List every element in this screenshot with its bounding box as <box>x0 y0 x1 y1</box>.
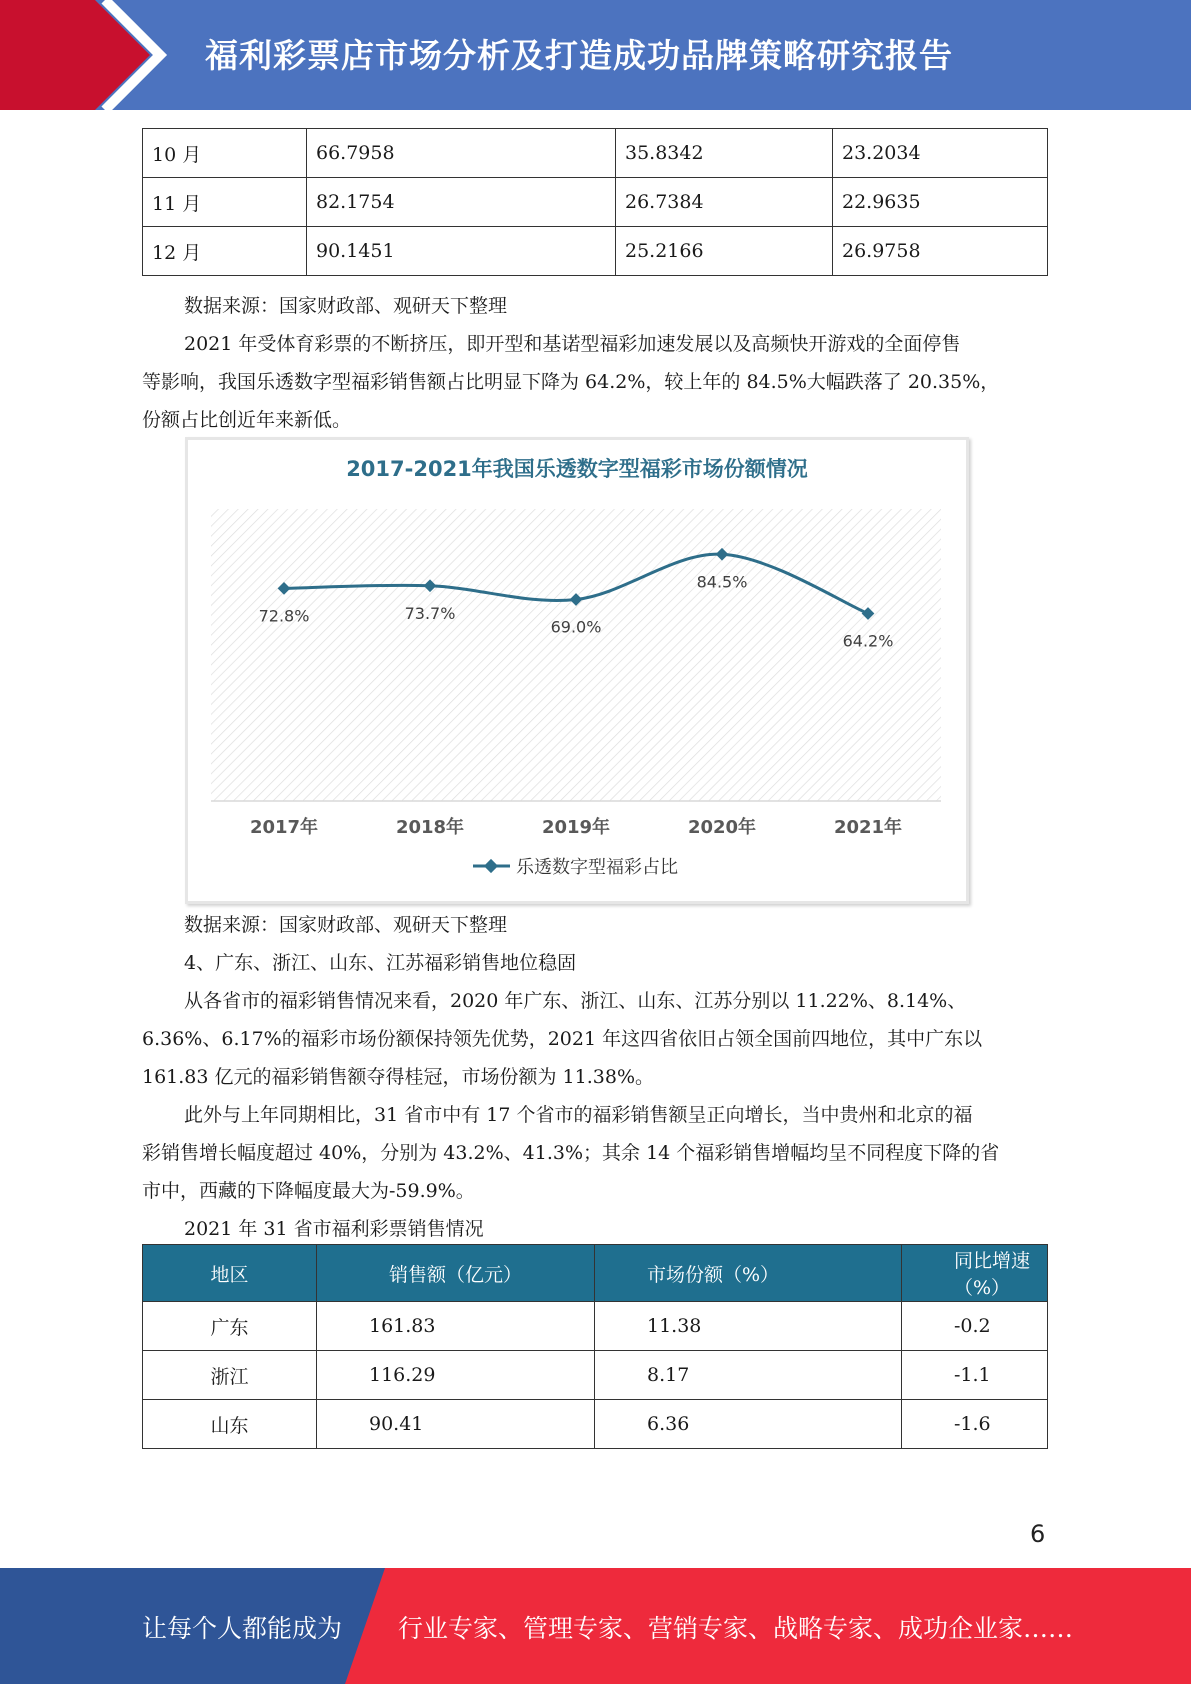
table-cell: 12 月 <box>143 227 307 276</box>
table-cell: 6.36 <box>595 1400 902 1449</box>
column-header: 销售额（亿元） <box>317 1245 595 1302</box>
table-cell: 23.2034 <box>833 129 1048 178</box>
paragraph-line: 6.36%、6.17%的福彩市场份额保持领先优势，2021 年这四省依旧占领全国前四地位，其中广东以 <box>142 1028 983 1050</box>
table-cell: 26.9758 <box>833 227 1048 276</box>
chart-legend <box>473 857 678 878</box>
table-cell: 26.7384 <box>616 178 833 227</box>
paragraph-line: 等影响，我国乐透数字型福彩销售额占比明显下降为 64.2%，较上年的 84.5%大幅跌落了 20.35%， <box>142 371 1000 393</box>
x-tick-label: 2021年 <box>833 817 903 838</box>
table-cell: 11 月 <box>143 178 307 227</box>
page-number: 6 <box>1030 1520 1046 1548</box>
table-row <box>143 1400 1048 1449</box>
column-header: 市场份额（%） <box>595 1245 902 1302</box>
paragraph-line: 市中，西藏的下降幅度最大为-59.9%。 <box>142 1180 475 1202</box>
data-label: 69.0% <box>550 617 602 637</box>
data-source-note: 数据来源：国家财政部、观研天下整理 <box>184 295 508 317</box>
x-tick-label: 2018年 <box>395 817 465 838</box>
table-row <box>143 1302 1048 1351</box>
paragraph-line: 161.83 亿元的福彩销售额夺得桂冠，市场份额为 11.38%。 <box>142 1066 655 1088</box>
market-share-chart <box>185 437 969 904</box>
x-tick-label: 2020年 <box>687 817 757 838</box>
table-cell: 11.38 <box>595 1302 902 1351</box>
monthly-sales-table <box>142 128 1048 276</box>
table-cell: 90.1451 <box>307 227 616 276</box>
table-cell: 浙江 <box>143 1351 317 1400</box>
table-cell: 66.7958 <box>307 129 616 178</box>
table-cell: 35.8342 <box>616 129 833 178</box>
table-row <box>143 129 1048 178</box>
table-cell: 25.2166 <box>616 227 833 276</box>
x-tick-label: 2019年 <box>541 817 611 838</box>
table-row <box>143 227 1048 276</box>
table-cell: -1.6 <box>902 1400 1048 1449</box>
table-cell: 161.83 <box>317 1302 595 1351</box>
table-cell: 广东 <box>143 1302 317 1351</box>
table-cell: 山东 <box>143 1400 317 1449</box>
report-header <box>0 0 1191 110</box>
table-cell: -0.2 <box>902 1302 1048 1351</box>
table-cell: 116.29 <box>317 1351 595 1400</box>
chart-svg <box>188 440 966 901</box>
table-header-row <box>143 1245 1048 1302</box>
data-label: 64.2% <box>842 631 894 651</box>
legend-label: 乐透数字型福彩占比 <box>516 857 678 878</box>
table-cell: 90.41 <box>317 1400 595 1449</box>
report-footer <box>0 1568 1191 1684</box>
footer-slogan-right: 行业专家、管理专家、营销专家、战略专家、成功企业家…… <box>398 1614 1074 1643</box>
table-row <box>143 178 1048 227</box>
paragraph-line: 此外与上年同期相比，31 省市中有 17 个省市的福彩销售额呈正向增长，当中贵州和北京的福 <box>184 1104 973 1126</box>
footer-slogan-left: 让每个人都能成为 <box>142 1614 343 1643</box>
column-header: 地区 <box>143 1245 317 1302</box>
table-cell: 82.1754 <box>307 178 616 227</box>
column-header: 同比增速（%） <box>902 1245 1048 1302</box>
paragraph-line: 从各省市的福彩销售情况来看，2020 年广东、浙江、山东、江苏分别以 11.22%、8.14%、 <box>184 990 967 1012</box>
plot-area <box>211 509 941 801</box>
table-row <box>143 1351 1048 1400</box>
table-cell: 10 月 <box>143 129 307 178</box>
paragraph-line: 彩销售增长幅度超过 40%，分别为 43.2%、41.3%；其余 14 个福彩销售增幅均呈不同程度下降的省 <box>142 1142 1000 1164</box>
table-cell: 22.9635 <box>833 178 1048 227</box>
table-cell: 8.17 <box>595 1351 902 1400</box>
province-sales-table <box>142 1244 1048 1449</box>
table-cell: -1.1 <box>902 1351 1048 1400</box>
paragraph-line: 份额占比创近年来新低。 <box>142 409 352 431</box>
section-heading: 4、广东、浙江、山东、江苏福彩销售地位稳固 <box>184 952 577 974</box>
x-tick-label: 2017年 <box>249 817 319 838</box>
data-label: 84.5% <box>696 572 748 592</box>
report-title: 福利彩票店市场分析及打造成功品牌策略研究报告 <box>205 36 953 75</box>
data-source-note: 数据来源：国家财政部、观研天下整理 <box>184 914 508 936</box>
chart-title: 2017-2021年我国乐透数字型福彩市场份额情况 <box>346 457 808 481</box>
data-label: 73.7% <box>404 603 456 623</box>
paragraph-line: 2021 年受体育彩票的不断挤压，即开型和基诺型福彩加速发展以及高频快开游戏的全面停售 <box>184 333 961 355</box>
table-caption: 2021 年 31 省市福利彩票销售情况 <box>184 1218 484 1240</box>
data-label: 72.8% <box>258 606 310 626</box>
